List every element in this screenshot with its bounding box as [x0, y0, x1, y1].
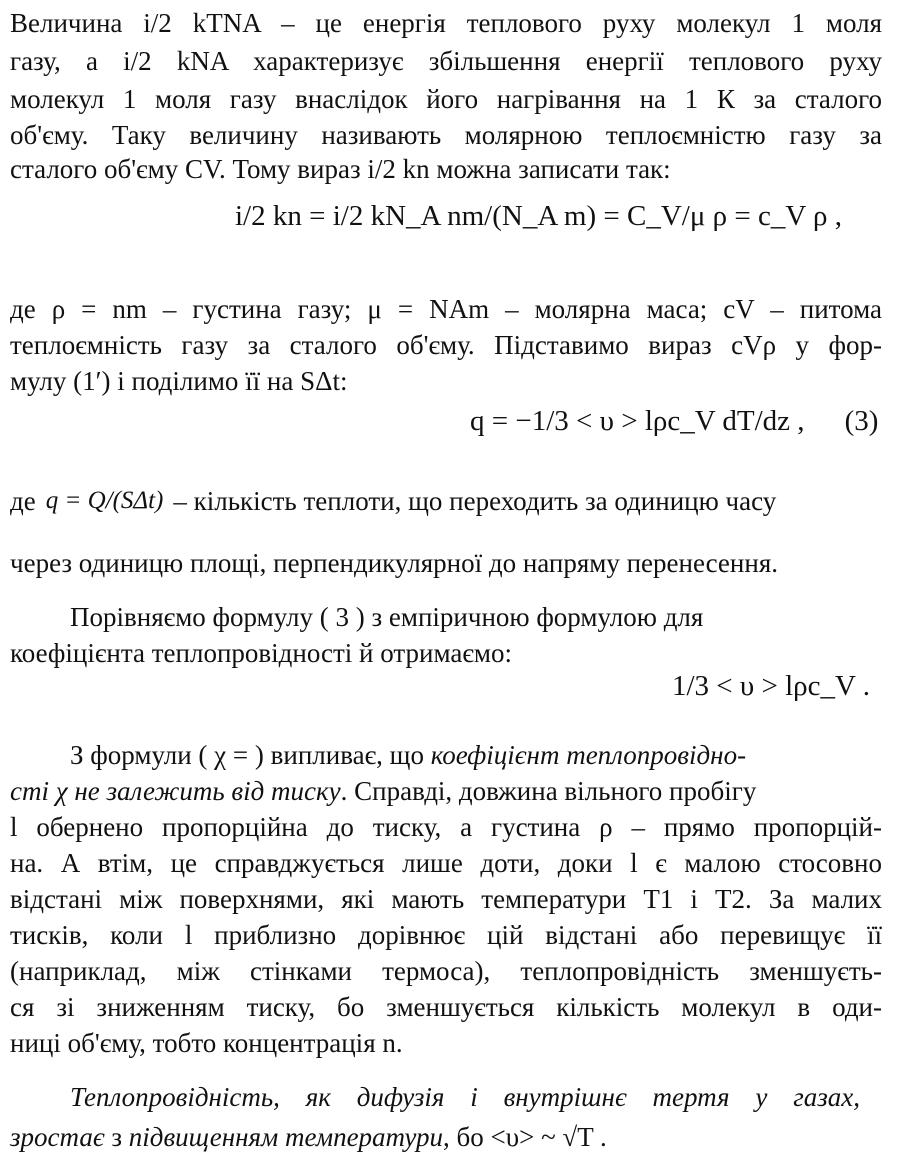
text-line — [10, 1120, 882, 1154]
equation-text: i/2 kn = i/2 kN_A nm/(N_A m) = C_V/μ ρ = c_V ρ , — [235, 200, 842, 232]
text-line — [10, 774, 882, 808]
text-line — [70, 738, 882, 772]
text-line: сталого об'єму CV. Тому вираз i/2 kn можна записати так: — [10, 154, 671, 184]
text-line: ниці об'єму, тобто концентрація n. — [10, 1028, 403, 1058]
equation-number: (3) — [844, 405, 879, 437]
text-fragment: де — [10, 486, 36, 516]
text-line: коефіцієнта теплопровідності й отримаємо: — [10, 638, 513, 668]
text-line: Порівняємо формулу ( 3 ) з емпіричною формулою для — [70, 602, 704, 632]
text-line — [10, 484, 882, 518]
formula-conductivity — [672, 670, 870, 703]
text-line: l обернено пропорційна до тиску, а густина ρ – прямо пропорцій- — [10, 812, 882, 842]
q-definition: q = Q/(SΔt) — [45, 487, 164, 514]
text-line: теплоємність газу за сталого об'єму. Підставимо вираз cVρ у фор- — [10, 330, 882, 360]
equation-molar-heat — [235, 200, 842, 233]
text-fragment: . Справді, довжина вільного пробігу — [340, 776, 757, 806]
text-line: де ρ = nm – густина газу; μ = NAm – молярна маса; cV – питома — [10, 294, 882, 324]
formula-text: 1/3 < υ > lρc_V . — [672, 670, 870, 702]
emphasis-text: підвищенням температури — [128, 1122, 444, 1152]
text-line: відстані між поверхнями, які мають температури T1 і T2. За малих — [10, 884, 882, 914]
text-fragment: З формули ( χ = ) випливає, що — [70, 740, 431, 770]
text-line: об'єму. Таку величину називають молярною теплоємністю газу за — [10, 120, 882, 150]
text-line: молекул 1 моля газу внаслідок його нагрівання на 1 К за сталого — [10, 84, 882, 114]
text-line: (наприклад, між стінками термоса), теплопровідність зменшуєть- — [10, 956, 882, 986]
text-fragment: , бо <υ> ~ √T . — [443, 1122, 607, 1152]
text-line: Теплопровідність, як дифузія і внутрішнє тертя у газах, — [70, 1082, 860, 1112]
emphasis-text: зростає — [10, 1122, 105, 1152]
text-line: через одиницю площі, перпендикулярної до напряму перенесення. — [10, 548, 778, 578]
text-line: на. А втім, це справджується лише доти, доки l є малою стосовно — [10, 848, 882, 878]
emphasis-text: сті χ не залежить від тиску — [10, 776, 341, 806]
text-fragment: з — [104, 1122, 129, 1152]
emphasis-text: коефіцієнт теплопровідно- — [430, 740, 747, 770]
equation-text: q = −1/3 < υ > lρc_V dT/dz , — [470, 405, 805, 437]
text-line: Величина i/2 kTNA – це енергія теплового руху молекул 1 моля — [10, 8, 882, 38]
text-line: тисків, коли l приблизно дорівнює цій відстані або перевищує її — [10, 920, 882, 950]
text-line: мулу (1′) і поділимо її на SΔt: — [10, 366, 348, 396]
text-line: газу, а i/2 kNA характеризує збільшення енергії теплового руху — [10, 46, 882, 76]
text-line: ся зі зниженням тиску, бо зменшується кількість молекул в оди- — [10, 992, 882, 1022]
text-fragment: – кількість теплоти, що переходить за одиницю часу — [173, 486, 777, 516]
equation-heat-flux — [470, 405, 878, 438]
